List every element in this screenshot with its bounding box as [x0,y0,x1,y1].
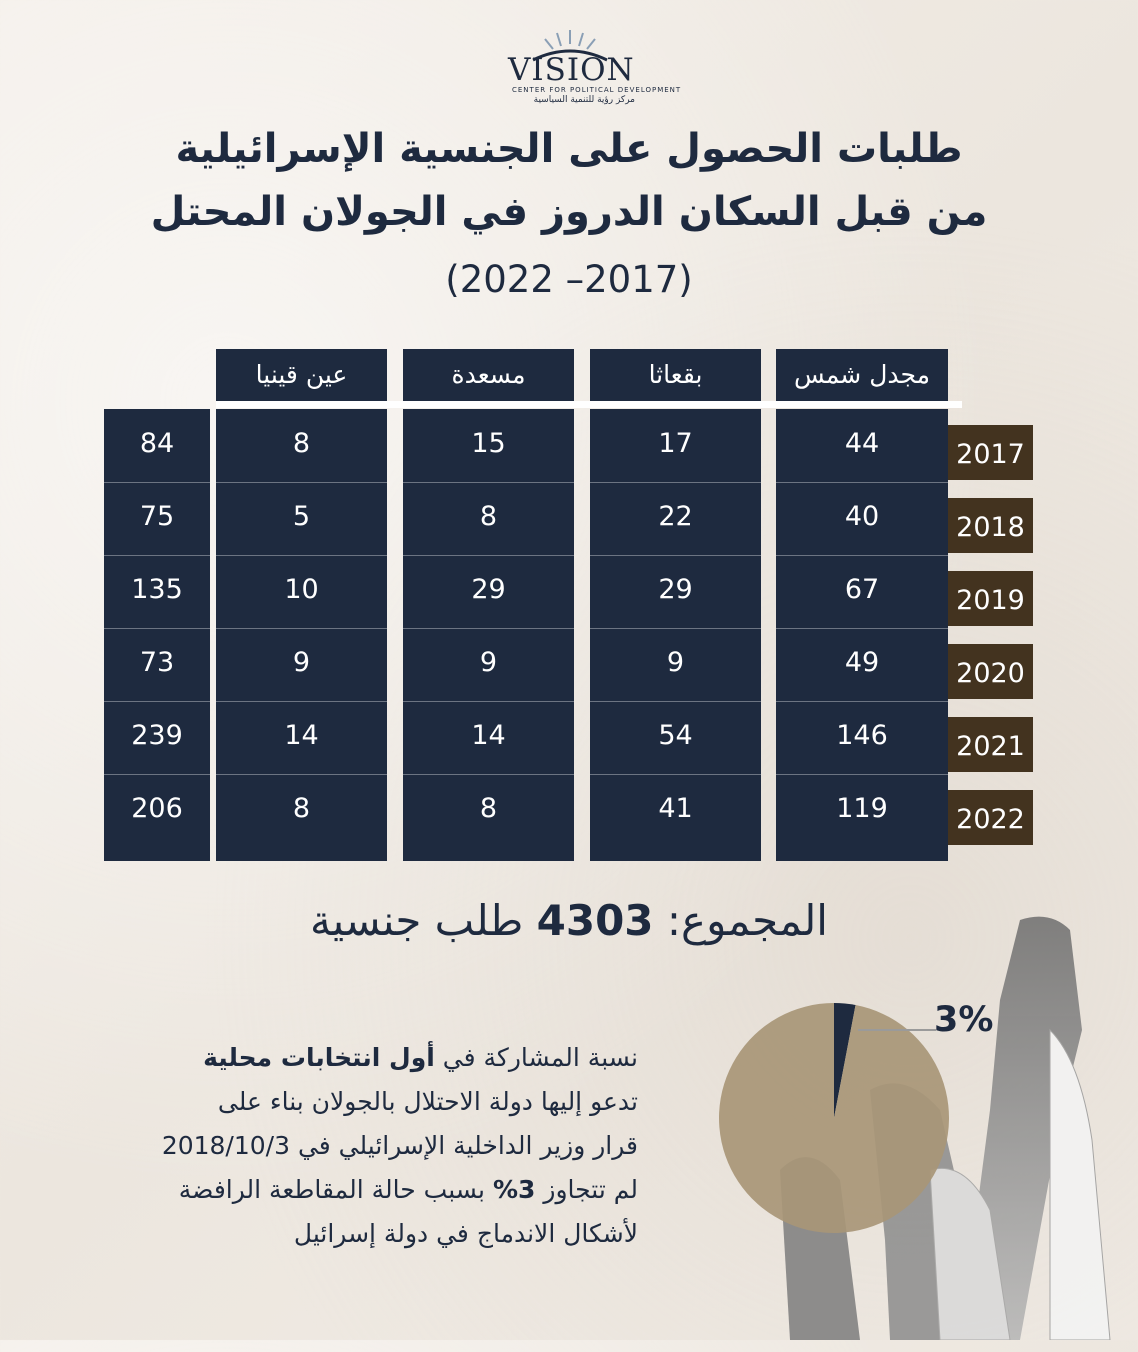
total-number: 4303 [536,896,654,945]
cell-buqata-2018: 22 [658,501,693,532]
pie-percent-label: 3% [934,1000,994,1040]
row-divider [776,482,948,483]
logo-name: VISION [508,52,635,88]
row-divider [216,701,387,702]
row-divider [776,774,948,775]
row-divider [216,628,387,629]
row-divider [104,482,210,483]
row-divider [776,701,948,702]
row-divider [104,701,210,702]
row-divider [590,701,761,702]
cell-majdal-shams-2022: 119 [836,793,888,824]
cell-total-2018: 75 [139,501,175,532]
cell-buqata-2019: 29 [658,574,693,605]
column-header-ein-qiniyye: عين قينيا [216,349,387,401]
row-divider [104,628,210,629]
column-header-masada: مسعدة [403,349,574,401]
row-divider [590,774,761,775]
paragraph-line-4 [98,1168,638,1212]
row-divider [590,482,761,483]
row-divider [104,774,210,775]
title-line-2: من قبل السكان الدروز في الجولان المحتل [150,189,988,235]
row-divider [403,555,574,556]
cell-total-2022: 206 [131,793,183,824]
pie-slice-remainder [719,1003,949,1233]
row-divider [403,774,574,775]
cell-masada-2017: 15 [471,428,506,459]
row-divider [216,774,387,775]
row-divider [590,628,761,629]
cell-total-2017: 84 [139,428,175,459]
row-divider [403,701,574,702]
cell-total-2021: 239 [131,720,183,751]
cell-buqata-2020: 9 [666,647,685,678]
row-divider [403,482,574,483]
paragraph-line-3: قرار وزير الداخلية الإسرائيلي في 2018/10/3 [161,1131,638,1160]
year-label-2017: 2017 [948,425,1033,480]
row-divider [776,628,948,629]
cell-ein-qiniyye-2018: 5 [292,501,311,532]
row-divider [776,555,948,556]
paragraph-bold-text: أول انتخابات محلية [203,1043,435,1072]
cell-buqata-2022: 41 [658,793,693,824]
year-label-2019: 2019 [948,571,1033,626]
paragraph-bold-text: 3% [492,1175,536,1204]
paragraph-text: نسبة المشاركة في [434,1043,638,1072]
paragraph-text: بسبب حالة المقاطعة الرافضة [178,1175,493,1204]
cell-majdal-shams-2020: 49 [844,647,880,678]
cell-total-2019: 135 [131,574,183,605]
cell-total-2020: 73 [139,647,175,678]
row-divider [104,555,210,556]
logo-subtitle: CENTER FOR POLITICAL DEVELOPMENT [512,86,682,94]
cell-ein-qiniyye-2021: 14 [284,720,319,751]
paragraph-line-5: لأشكال الاندماج في دولة إسرائيل [293,1219,638,1248]
cell-masada-2021: 14 [471,720,506,751]
cell-masada-2022: 8 [479,793,498,824]
cell-masada-2019: 29 [471,574,506,605]
cell-masada-2020: 9 [479,647,498,678]
cell-buqata-2021: 54 [658,720,693,751]
paragraph-text: لم تتجاوز [535,1175,638,1204]
cell-majdal-shams-2021: 146 [836,720,888,751]
column-header-buqata: بقعاثا [590,349,761,401]
cell-ein-qiniyye-2019: 10 [284,574,319,605]
row-divider [216,555,387,556]
title-line-1: طلبات الحصول على الجنسية الإسرائيلية [175,126,963,172]
cell-masada-2018: 8 [479,501,498,532]
year-label-2020: 2020 [948,644,1033,699]
cell-ein-qiniyye-2017: 8 [292,428,311,459]
row-divider [590,555,761,556]
column-header-majdal-shams: مجدل شمس [776,349,948,401]
participation-pie-chart [718,1002,1068,1352]
row-divider [216,482,387,483]
total-prefix: المجموع: [666,896,828,945]
cell-ein-qiniyye-2020: 9 [292,647,311,678]
row-divider [403,628,574,629]
total-suffix: طلب جنسية [310,896,524,945]
cell-buqata-2017: 17 [658,428,693,459]
cell-majdal-shams-2017: 44 [844,428,880,459]
cell-majdal-shams-2019: 67 [844,574,880,605]
paragraph-line-2: تدعو إليها دولة الاحتلال بالجولان بناء على [217,1087,638,1116]
cell-ein-qiniyye-2022: 8 [292,793,311,824]
cell-majdal-shams-2018: 40 [844,501,880,532]
year-label-2022: 2022 [948,790,1033,845]
paragraph-line-1 [98,1036,638,1080]
year-label-2018: 2018 [948,498,1033,553]
year-label-2021: 2021 [948,717,1033,772]
title-years: (2022 –2017) [445,258,693,301]
logo-arabic-name: مركز رؤية للتنمية السياسية [533,95,635,105]
participation-paragraph [98,1036,638,1256]
